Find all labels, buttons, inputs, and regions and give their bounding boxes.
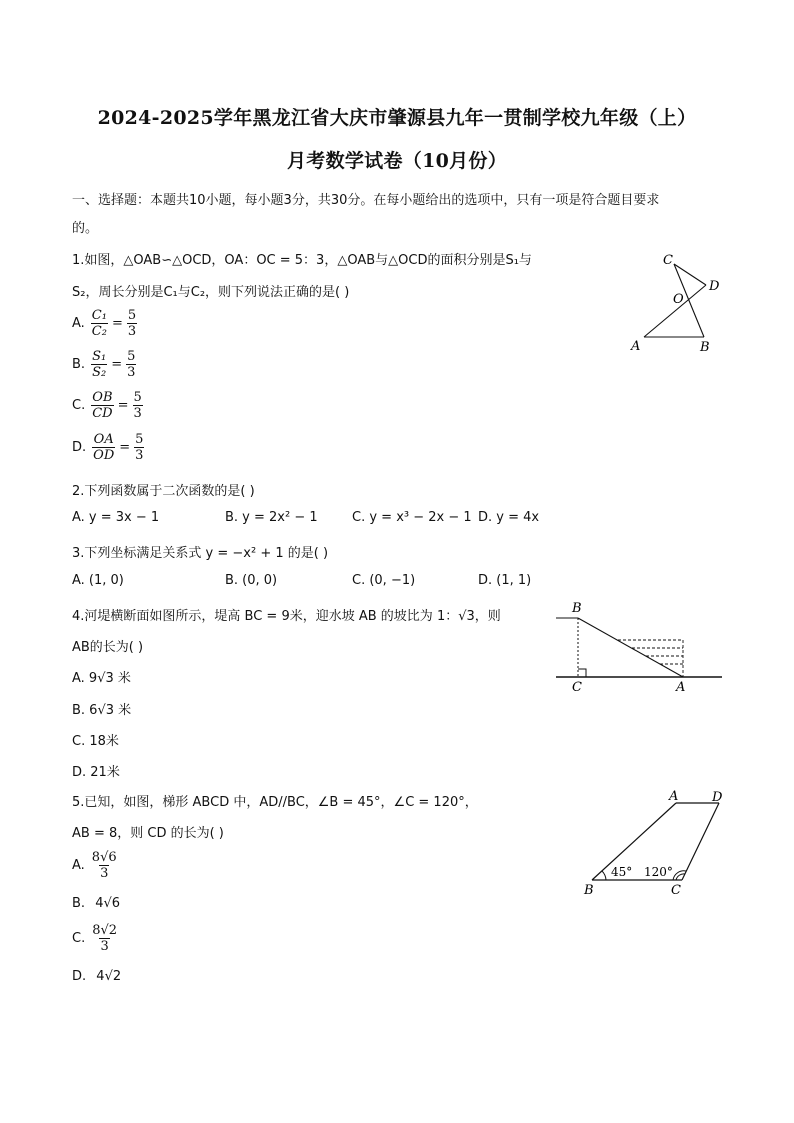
q5-option-a[interactable] (72, 850, 118, 881)
q3-option-d[interactable]: D. (1, 1) (478, 573, 532, 588)
option-label: C. (72, 931, 86, 946)
q4-embankment-figure (550, 598, 730, 693)
fraction-lhs: $\frac{\text{S₁}}{\text{S₂}}$ (92, 349, 107, 380)
q3-option-b[interactable]: B. (0, 0) (225, 573, 278, 588)
q1-stem-line1: 1.如图，△OAB∽△OCD，OA：OC = 5：3，△OAB与△OCD的面积分别是S₁与 (72, 253, 532, 268)
option-label: C. (72, 398, 86, 413)
label-b: B (700, 340, 710, 355)
q1-option-c[interactable]: C. $\frac{OB}{CD}$ = $\frac{5}{3}$ (72, 390, 142, 421)
label-d: D (709, 279, 720, 294)
label-a: A (669, 789, 679, 804)
fraction-lhs: $\frac{\text{C₁}}{\text{C₂}}$ (91, 308, 107, 339)
q4-option-c[interactable]: C. 18米 (72, 734, 119, 749)
label-d: D (712, 790, 723, 805)
label-c: C (663, 253, 673, 268)
exam-title-line2: 月考数学试卷（10月份） (286, 150, 508, 172)
label-a: A (676, 680, 686, 693)
option-label: B. (72, 896, 86, 911)
option-label: A. (72, 858, 85, 873)
fraction-value: 8√2 3 (92, 923, 118, 954)
exam-title-line1: 2024-2025学年黑龙江省大庆市肇源县九年一贯制学校九年级（上） (97, 107, 697, 129)
option-label: A. (72, 316, 85, 331)
q3-stem: 3.下列坐标满足关系式 y = −x² + 1 的是( ) (72, 546, 329, 561)
q1-stem-line2: S₂，周长分别是C₁与C₂，则下列说法正确的是( ) (72, 285, 350, 300)
q5-stem-line2: AB = 8，则 CD 的长为( ) (72, 826, 224, 841)
q1-option-d[interactable]: D. $\frac{OA}{OD}$ = $\frac{5}{3}$ (72, 432, 144, 463)
option-label: D. (72, 440, 87, 455)
label-o: O (673, 292, 684, 307)
fraction-rhs: $\frac{5}{3}$ (133, 390, 142, 421)
label-b: B (572, 601, 582, 616)
q4-stem-line1: 4.河堤横断面如图所示，堤高 BC = 9米，迎水坡 AB 的坡比为 1：√3，则 (72, 609, 501, 624)
fraction-value: 8√6 3 (91, 850, 117, 881)
option-label: D. (72, 969, 87, 984)
q2-option-a[interactable]: A. y = 3x − 1 (72, 510, 160, 525)
fraction-lhs: $\frac{OB}{CD}$ (92, 390, 113, 421)
label-b: B (584, 883, 594, 898)
label-c: C (671, 883, 681, 898)
q4-option-b[interactable]: B. 6√3 米 (72, 703, 132, 718)
q4-option-d[interactable]: D. 21米 (72, 765, 120, 780)
q4-stem-line2: AB的长为( ) (72, 640, 144, 655)
label-a: A (631, 339, 641, 354)
q5-stem-line1: 5.已知，如图，梯形 ABCD 中，AD//BC，∠B = 45°，∠C = 120°， (72, 795, 478, 810)
q5-trapezoid-figure (578, 786, 728, 898)
section-instructions-line1: 一、选择题：本题共10小题，每小题3分，共30分。在每小题给出的选项中，只有一项是符合题目要求 (72, 193, 660, 208)
q2-option-b[interactable]: B. y = 2x² − 1 (225, 510, 318, 525)
q2-stem: 2.下列函数属于二次函数的是( ) (72, 484, 255, 499)
fraction-lhs: $\frac{OA}{OD}$ (93, 432, 115, 463)
option-value: 4√6 (95, 896, 121, 911)
angle-b-label: 45° (611, 865, 633, 879)
q1-option-a[interactable]: A. $\frac{\text{C₁}}{\text{C₂}}$ = $\frac{5}{3}$ (72, 308, 137, 339)
option-value: 4√2 (96, 969, 122, 984)
q5-option-d[interactable] (72, 969, 121, 984)
q1-option-b[interactable]: B. $\frac{\text{S₁}}{\text{S₂}}$ = $\frac{5}{3}$ (72, 349, 136, 380)
q5-option-b[interactable] (72, 896, 120, 911)
q2-option-c[interactable]: C. y = x³ − 2x − 1 (352, 510, 472, 525)
q5-option-c[interactable] (72, 923, 118, 954)
label-c: C (572, 680, 582, 693)
q1-triangles-figure (620, 245, 730, 360)
fraction-rhs: $\frac{5}{3}$ (127, 349, 136, 380)
option-label: B. (72, 357, 86, 372)
q3-option-c[interactable]: C. (0, −1) (352, 573, 416, 588)
fraction-rhs: $\frac{5}{3}$ (127, 308, 137, 339)
q2-option-d[interactable]: D. y = 4x (478, 510, 540, 525)
section-instructions-line2: 的。 (72, 221, 99, 236)
q4-option-a[interactable]: A. 9√3 米 (72, 671, 131, 686)
angle-c-label: 120° (644, 865, 673, 879)
q3-option-a[interactable]: A. (1, 0) (72, 573, 124, 588)
fraction-rhs: $\frac{5}{3}$ (135, 432, 144, 463)
